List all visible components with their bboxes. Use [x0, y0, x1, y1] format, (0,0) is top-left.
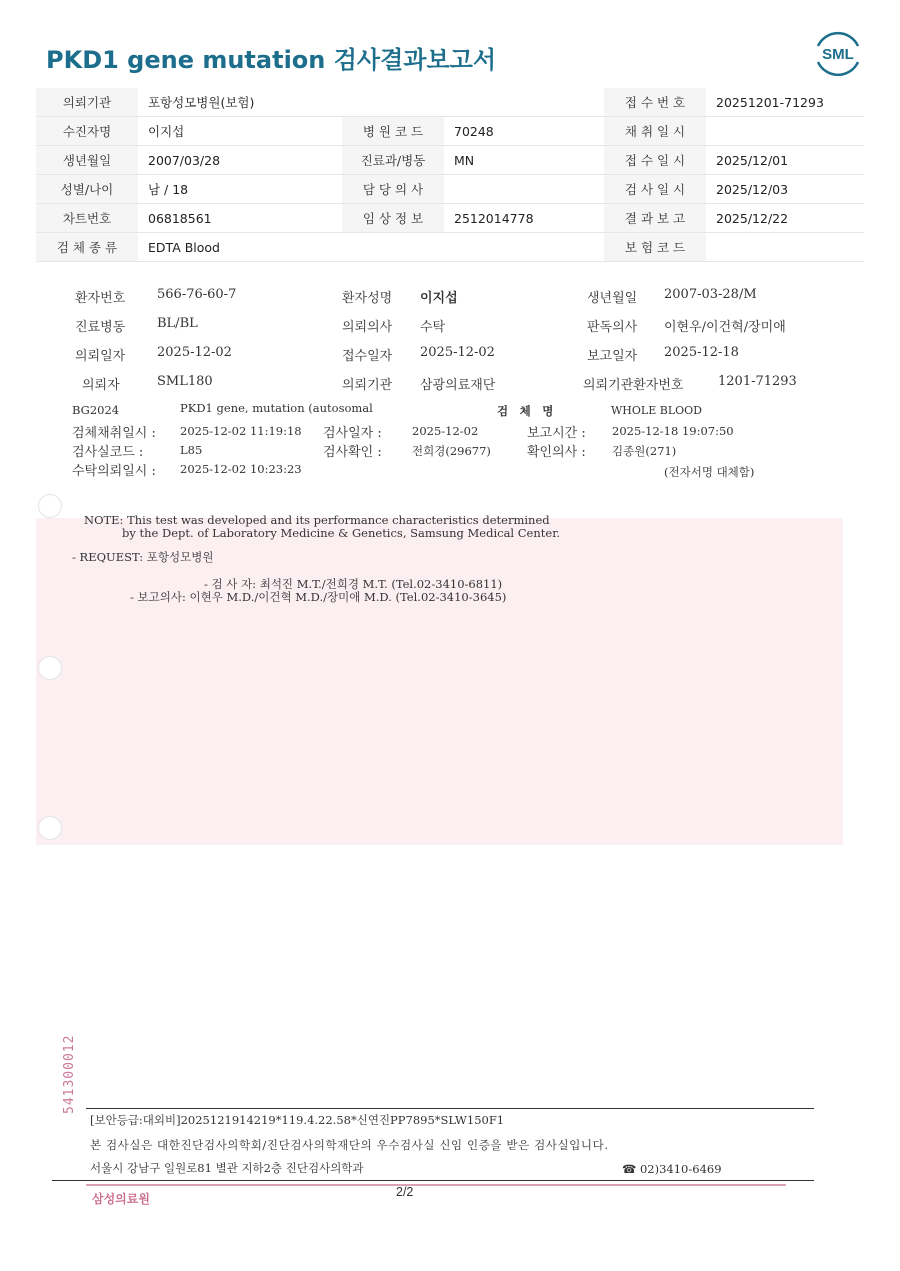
report-title: PKD1 gene mutation 검사결과보고서: [46, 46, 497, 74]
reporttime-label: 보고시간 :: [527, 426, 586, 441]
tester-line: - 검 사 자: 최석진 M.T./전희경 M.T. (Tel.02-3410-6811): [204, 577, 503, 591]
scan-value: 이현우/이건혁/장미애: [664, 320, 786, 335]
specimen-value: EDTA Blood: [138, 233, 604, 262]
specimen-name-label: 검 체 명: [497, 404, 554, 418]
sex-age-label: 성별/나이: [36, 175, 138, 204]
page-number: 2/2: [396, 1185, 414, 1199]
scan-label: 의뢰의사: [342, 320, 393, 335]
scan-value: 566-76-60-7: [157, 287, 237, 302]
scan-label: 진료병동: [75, 320, 126, 335]
specimen-name-value: WHOLE BLOOD: [611, 404, 702, 417]
scan-value: 2007-03-28/M: [664, 287, 757, 302]
scan-value: 수탁: [420, 320, 446, 335]
requesting-org-value: 포항성모병원(보험): [138, 88, 604, 117]
hospital-code-label: 병 원 코 드: [342, 117, 444, 146]
scan-value: BL/BL: [157, 316, 198, 331]
patient-value: 이지섭: [138, 117, 342, 146]
reporttime-value: 2025-12-18 19:07:50: [612, 424, 734, 438]
testdate-value: 2025-12-02: [412, 424, 479, 438]
address-line: 서울시 강남구 일원로81 별관 지하2층 진단검사의학과: [90, 1161, 364, 1175]
vertical-code-text: 541300012: [62, 1034, 77, 1114]
scan-label: 의뢰기관: [342, 378, 393, 393]
scan-label: 접수일자: [342, 349, 393, 364]
doctor-label: 담 당 의 사: [342, 175, 444, 204]
security-line: [보안등급:대외비]2025121914219*119.4.22.58*신연진PP7895*SLW150F1: [90, 1113, 505, 1127]
test-code: BG2024: [72, 403, 120, 417]
lab-value: L85: [180, 443, 203, 457]
consign-value: 2025-12-02 10:23:23: [180, 462, 302, 476]
scan-value: 2025-12-02: [157, 345, 232, 360]
scan-value: 삼광의료재단: [420, 378, 496, 393]
confirm-label: 검사확인 :: [323, 445, 382, 460]
punch-hole: [38, 494, 62, 518]
confirmdoc-label: 확인의사 :: [527, 445, 586, 460]
receipt-date-value: 2025/12/01: [706, 146, 864, 175]
scan-label: 보고일자: [587, 349, 638, 364]
receipt-no-label: 접 수 번 호: [604, 88, 706, 117]
insurance-label: 보 험 코 드: [604, 233, 706, 262]
punch-hole: [38, 656, 62, 680]
dept-value: MN: [444, 146, 604, 175]
clinical-value: 2512014778: [444, 204, 604, 233]
esign-note: (전자서명 대체함): [664, 465, 755, 479]
scan-value: SML180: [157, 374, 213, 389]
scan-value: 2025-12-02: [420, 345, 495, 360]
header-row: [36, 204, 864, 233]
phone-line: ☎ 02)3410-6469: [622, 1162, 722, 1176]
header-row: [36, 88, 864, 117]
scan-value: 1201-71293: [718, 374, 797, 389]
header-table: [36, 88, 864, 262]
vertical-code: [58, 988, 80, 1114]
confirm-value: 전희경(29677): [412, 444, 491, 458]
collection-date-value: [706, 117, 864, 146]
birth-value: 2007/03/28: [138, 146, 342, 175]
reporter-line: - 보고의사: 이현우 M.D./이건혁 M.D./장미애 M.D. (Tel.02-3410-3645): [130, 590, 507, 604]
testdate-label: 검사일자 :: [323, 426, 382, 441]
scan-value: 2025-12-18: [664, 345, 739, 360]
scan-value: 이지섭: [420, 291, 458, 306]
lab-label: 검사실코드 :: [72, 445, 144, 460]
header-row: [36, 175, 864, 204]
note-line: by the Dept. of Laboratory Medicine & Genetics, Samsung Medical Center.: [122, 526, 561, 540]
collect-value: 2025-12-02 11:19:18: [180, 424, 302, 438]
chart-label: 차트번호: [36, 204, 138, 233]
scan-label: 의뢰일자: [75, 349, 126, 364]
birth-label: 생년월일: [36, 146, 138, 175]
test-date-value: 2025/12/03: [706, 175, 864, 204]
header-row: [36, 233, 864, 262]
scan-label: 생년월일: [587, 291, 638, 306]
sml-logo: [812, 30, 864, 76]
specimen-label: 검 체 종 류: [36, 233, 138, 262]
patient-label: 수진자명: [36, 117, 138, 146]
collect-label: 검체채취일시 :: [72, 426, 156, 441]
receipt-no-value: 20251201-71293: [706, 88, 864, 117]
confirmdoc-value: 김종원(271): [612, 444, 677, 458]
cert-line: 본 검사실은 대한진단검사의학회/진단검사의학재단의 우수검사실 신임 인증을 받은 검사실입니다.: [90, 1138, 609, 1152]
test-name: PKD1 gene, mutation (autosomal: [180, 401, 373, 415]
scan-label: 의뢰자: [82, 378, 120, 393]
report-date-label: 결 과 보 고: [604, 204, 706, 233]
punch-hole: [38, 816, 62, 840]
scan-label: 의뢰기관환자번호: [583, 378, 684, 393]
insurance-value: [706, 233, 864, 262]
requesting-org-label: 의뢰기관: [36, 88, 138, 117]
consign-label: 수탁의뢰일시 :: [72, 464, 156, 479]
header-row: [36, 117, 864, 146]
receipt-date-label: 접 수 일 시: [604, 146, 706, 175]
footer-accent-line: [86, 1184, 786, 1186]
hospital-logo-text: 삼성의료원: [92, 1192, 150, 1206]
note-line: NOTE: This test was developed and its performance characteristics determined: [84, 513, 550, 527]
header-row: [36, 146, 864, 175]
logo-text: SML: [822, 46, 854, 63]
footer-divider: [52, 1180, 814, 1181]
sex-age-value: 남 / 18: [138, 175, 342, 204]
test-date-label: 검 사 일 시: [604, 175, 706, 204]
collection-date-label: 채 취 일 시: [604, 117, 706, 146]
result-area: [36, 518, 843, 845]
scan-label: 환자성명: [342, 291, 393, 306]
footer-divider: [86, 1108, 814, 1109]
doctor-value: [444, 175, 604, 204]
report-date-value: 2025/12/22: [706, 204, 864, 233]
scan-label: 환자번호: [75, 291, 126, 306]
clinical-label: 임 상 정 보: [342, 204, 444, 233]
request-line: - REQUEST: 포항성모병원: [72, 550, 214, 564]
dept-label: 진료과/병동: [342, 146, 444, 175]
scan-label: 판독의사: [587, 320, 638, 335]
chart-value: 06818561: [138, 204, 342, 233]
hospital-code-value: 70248: [444, 117, 604, 146]
